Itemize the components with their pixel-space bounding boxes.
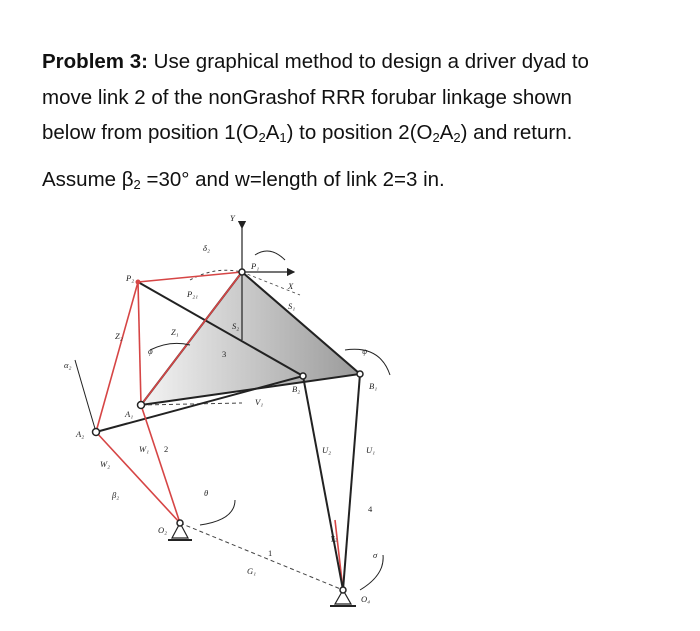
label-w1: W₁ bbox=[139, 444, 150, 454]
label-w2: W₂ bbox=[100, 459, 111, 469]
label-y: Y bbox=[230, 213, 235, 223]
label-a1: A₁ bbox=[125, 409, 134, 419]
joint-b1 bbox=[357, 371, 363, 377]
label-v1: V₁ bbox=[255, 397, 264, 407]
point-p1 bbox=[239, 269, 245, 275]
label-b2: B₂ bbox=[292, 384, 301, 394]
ground-pivot-o4 bbox=[330, 587, 356, 606]
label-u2: U₂ bbox=[322, 445, 332, 455]
coupler-link-3 bbox=[141, 272, 360, 405]
joint-b2 bbox=[300, 373, 306, 379]
problem-line-1: Problem 3: Use graphical method to design a driver dyad to bbox=[42, 50, 589, 73]
joint-a1 bbox=[138, 402, 145, 409]
point-p2 bbox=[136, 280, 141, 285]
label-p2: P₂ bbox=[126, 273, 135, 283]
label-o4: O₄ bbox=[361, 594, 371, 604]
label-u1: U₁ bbox=[366, 445, 376, 455]
label-alpha2: α₂ bbox=[64, 360, 72, 370]
label-z1: Z₁ bbox=[171, 327, 179, 337]
label-p21: P₂₁ bbox=[187, 289, 199, 299]
label-gamma2: γ₂ bbox=[331, 532, 338, 542]
problem-assumption: Assume $\beta_2 =30^\circ$ and w=length of link 2=3 in. bbox=[42, 168, 445, 192]
label-link-3: 3 bbox=[222, 349, 227, 359]
alpha-arrow bbox=[75, 360, 96, 432]
label-o2: O₂ bbox=[158, 525, 168, 535]
label-link-1: 1 bbox=[268, 548, 273, 558]
label-a2: A₂ bbox=[76, 429, 85, 439]
label-z2: Z₂ bbox=[115, 331, 123, 341]
label-p1: P₁ bbox=[251, 261, 260, 271]
label-s1: S₁ bbox=[288, 301, 296, 311]
label-x: X bbox=[288, 281, 294, 291]
ground-line-g1 bbox=[180, 523, 343, 590]
label-theta: θ bbox=[204, 488, 209, 498]
theta-arrow bbox=[200, 500, 235, 525]
label-sigma: σ bbox=[373, 550, 378, 560]
label-psi: ψ bbox=[362, 346, 368, 356]
label-phi: φ bbox=[148, 346, 153, 356]
label-beta2: β₂ bbox=[112, 490, 120, 500]
label-b1: B₁ bbox=[369, 381, 378, 391]
link-4-pos1 bbox=[343, 374, 360, 590]
p1-arrow bbox=[255, 251, 285, 260]
problem-line-2: move link 2 of the nonGrashof RRR forubar linkage shown bbox=[42, 85, 572, 109]
label-link-4: 4 bbox=[368, 504, 373, 514]
label-g1: G₁ bbox=[247, 566, 257, 576]
sigma-arrow bbox=[360, 555, 383, 590]
problem-line-3: below from position $1(O_2A_1)$ to position $2(O_2A_2)$ and return. bbox=[42, 121, 573, 145]
link-4-pos2 bbox=[303, 376, 343, 590]
joint-a2 bbox=[93, 429, 100, 436]
label-s2: S₂ bbox=[232, 321, 240, 331]
problem-label: Problem 3: bbox=[42, 50, 148, 73]
label-delta2: δ₂ bbox=[203, 243, 210, 253]
ground-pivot-o2 bbox=[168, 520, 192, 540]
label-link-2: 2 bbox=[164, 444, 169, 454]
